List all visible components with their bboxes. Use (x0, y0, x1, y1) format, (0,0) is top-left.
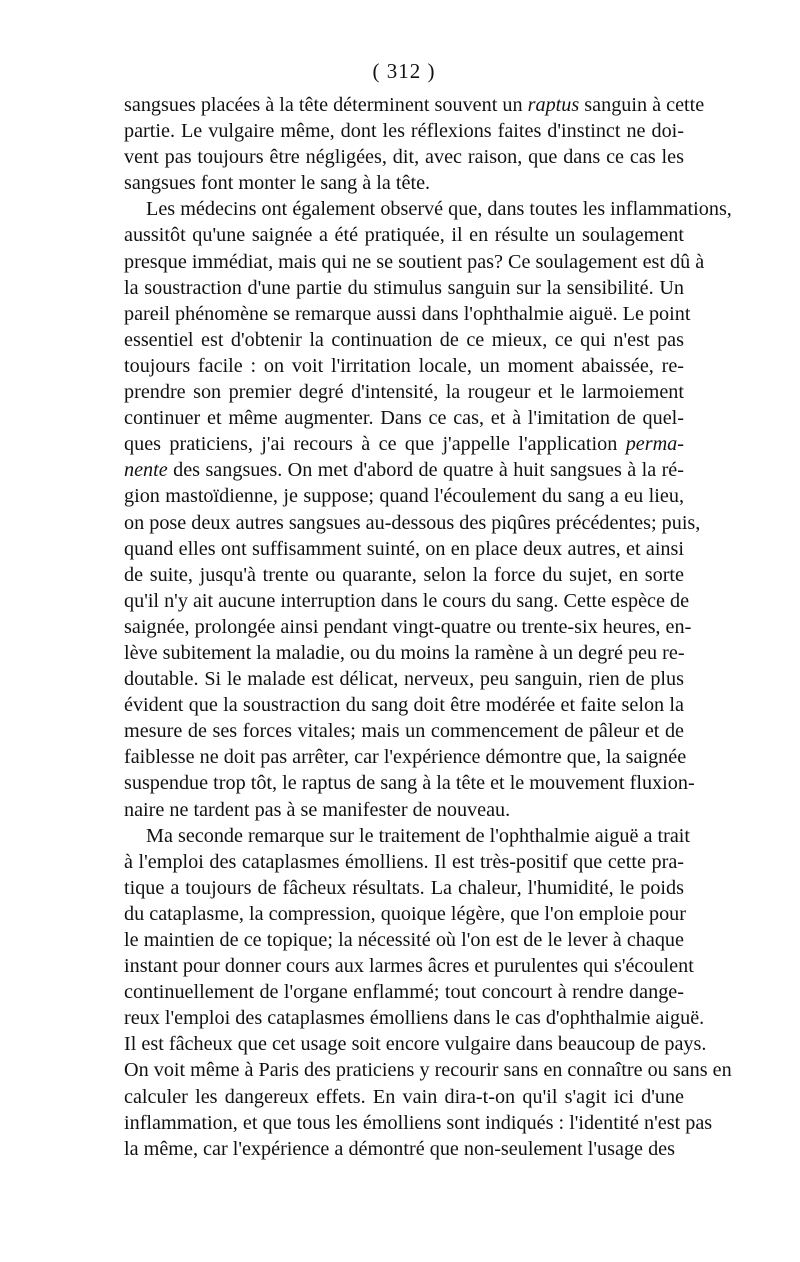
text-line: reux l'emploi des cataplasmes émolliens dans le cas d'ophthalmie aiguë. (124, 1007, 705, 1030)
text-line: mesure de ses forces vitales; mais un commencement de pâleur et de (124, 720, 684, 743)
text-line: essentiel est d'obtenir la continuation de ce mieux, ce qui n'est pas (124, 328, 684, 351)
text-line: Les médecins ont également observé que, dans toutes les inflammations, (146, 198, 732, 221)
text-line: aussitôt qu'une saignée a été pratiquée, il en résulte un soulagement (124, 224, 684, 247)
text-line: doutable. Si le malade est délicat, nerveux, peu sanguin, rien de plus (124, 668, 684, 691)
text-line: sangsues font monter le sang à la tête. (124, 172, 431, 195)
text-line: On voit même à Paris des praticiens y recourir sans en connaître ou sans en (124, 1059, 732, 1082)
text-line: saignée, prolongée ainsi pendant vingt-quatre ou trente-six heures, en- (124, 615, 692, 638)
text-line: suspendue trop tôt, le raptus de sang à la tête et le mouvement fluxion- (124, 772, 695, 795)
text-line: continuellement de l'organe enflammé; tout concourt à rendre dange- (124, 981, 684, 1004)
text-line: tique a toujours de fâcheux résultats. La chaleur, l'humidité, le poids (124, 876, 684, 899)
text-line: instant pour donner cours aux larmes âcres et purulentes qui s'écoulent (124, 955, 694, 978)
text-line: prendre son premier degré d'intensité, la rougeur et le larmoiement (124, 381, 684, 404)
text-line: ques praticiens, j'ai recours à ce que j'appelle l'application perma- (124, 433, 684, 456)
text-line: sangsues placées à la tête déterminent souvent un raptus sanguin à cette (124, 94, 705, 116)
text-line: toujours facile : on voit l'irritation locale, un moment abaissée, re- (124, 354, 684, 377)
text-line: le maintien de ce topique; la nécessité où l'on est de le lever à chaque (124, 929, 684, 951)
text-line: de suite, jusqu'à trente ou quarante, selon la force du sujet, en sorte (124, 563, 684, 586)
text-line: évident que la soustraction du sang doit être modérée et faite selon la (124, 694, 684, 717)
paragraph (124, 92, 705, 196)
text-line: presque immédiat, mais qui ne se soutient pas? Ce soulagement est dû à (124, 250, 705, 273)
text-line: on pose deux autres sangsues au-dessous des piqûres précédentes; puis, (124, 511, 701, 534)
text-line: inflammation, et que tous les émolliens sont indiqués : l'identité n'est pas (124, 1111, 713, 1134)
text-line: partie. Le vulgaire même, dont les réflexions faites d'instinct ne doi- (124, 120, 684, 143)
body-text (124, 92, 732, 1162)
text-line: qu'il n'y ait aucune interruption dans le cours du sang. Cette espèce de (124, 589, 690, 612)
text-line: à l'emploi des cataplasmes émolliens. Il est très-positif que cette pra- (124, 850, 684, 873)
text-line: la soustraction d'une partie du stimulus sanguin sur la sensibilité. Un (124, 276, 684, 299)
text-line: faiblesse ne doit pas arrêter, car l'expérience démontre que, la saignée (124, 746, 687, 769)
page-number: ( 312 ) (372, 59, 436, 83)
text-line: du cataplasme, la compression, quoique légère, que l'on emploie pour (124, 902, 686, 925)
text-line: naire ne tardent pas à se manifester de nouveau. (124, 798, 511, 821)
text-line: Ma seconde remarque sur le traitement de l'ophthalmie aiguë a trait (146, 824, 690, 847)
text-line: quand elles ont suffisamment suinté, on en place deux autres, et ainsi (124, 537, 684, 560)
text-line: pareil phénomène se remarque aussi dans l'ophthalmie aiguë. Le point (124, 302, 691, 325)
text-line: nente des sangsues. On met d'abord de quatre à huit sangsues à la ré- (124, 459, 684, 482)
text-line: gion mastoïdienne, je suppose; quand l'écoulement du sang a eu lieu, (124, 485, 684, 508)
text-line: Il est fâcheux que cet usage soit encore vulgaire dans beaucoup de pays. (124, 1033, 707, 1056)
text-line: lève subitement la maladie, ou du moins la ramène à un degré peu re- (124, 641, 685, 664)
text-line: la même, car l'expérience a démontré que non-seulement l'usage des (124, 1137, 675, 1160)
book-page (124, 58, 732, 1162)
paragraph (124, 823, 732, 1162)
paragraph (124, 196, 732, 822)
text-line: calculer les dangereux effets. En vain dira-t-on qu'il s'agit ici d'une (124, 1085, 684, 1108)
text-line: vent pas toujours être négligées, dit, avec raison, que dans ce cas les (124, 146, 684, 169)
text-line: continuer et même augmenter. Dans ce cas, et à l'imitation de quel- (124, 407, 684, 430)
